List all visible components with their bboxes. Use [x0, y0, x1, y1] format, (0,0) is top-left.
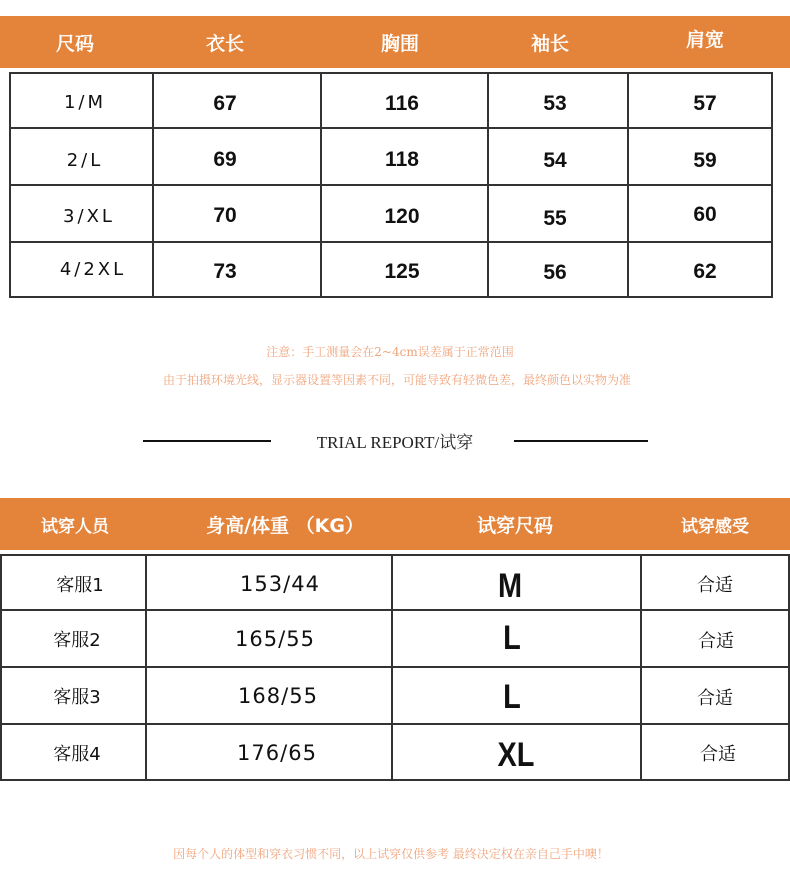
shoulder-cell: 60 [693, 203, 717, 226]
size-cell: 2/L [66, 149, 104, 171]
shoulder-cell: 57 [693, 92, 717, 115]
height-weight-cell: 165/55 [235, 627, 315, 651]
sleeve-cell: 54 [543, 149, 567, 172]
header-shoulder: 肩宽 [685, 28, 724, 51]
size-cell: 1/M [63, 91, 107, 113]
color-note: 由于拍摄环境光线，显示器设置等因素不同，可能导致有轻微色差，最终颜色以实物为准 [162, 373, 631, 387]
divider [640, 554, 642, 781]
sleeve-cell: 55 [543, 207, 567, 230]
header-height-weight: 身高/体重 （KG） [206, 514, 364, 537]
trial-size-cell: XL [497, 735, 535, 774]
trial-size-cell: M [497, 566, 523, 605]
length-cell: 67 [213, 92, 237, 115]
feeling-cell: 合适 [700, 744, 736, 765]
chest-cell: 116 [385, 92, 419, 115]
header-size: 尺码 [55, 32, 94, 55]
length-cell: 73 [213, 260, 237, 283]
header-chest: 胸围 [380, 32, 419, 55]
sleeve-cell: 53 [543, 92, 567, 115]
divider [0, 666, 790, 668]
tester-cell: 客服4 [53, 744, 101, 765]
feeling-cell: 合适 [698, 631, 734, 652]
height-weight-cell: 176/65 [237, 741, 317, 765]
length-cell: 69 [213, 148, 237, 171]
divider [0, 723, 790, 725]
header-length: 衣长 [205, 32, 244, 55]
height-weight-cell: 168/55 [238, 684, 318, 708]
size-table-header [0, 16, 790, 68]
divider [145, 554, 147, 781]
divider [627, 72, 629, 298]
header-tester: 试穿人员 [41, 516, 109, 537]
divider [0, 609, 790, 611]
trial-size-cell: L [503, 618, 521, 657]
title-rule-right [514, 440, 648, 442]
divider [320, 72, 322, 298]
header-trial-size: 试穿尺码 [476, 514, 553, 537]
height-weight-cell: 153/44 [240, 572, 320, 596]
header-sleeve: 袖长 [530, 32, 569, 55]
footer-note: 因每个人的体型和穿衣习惯不同，以上试穿仅供参考 最终决定权在亲自己手中噢！ [173, 847, 609, 861]
feeling-cell: 合适 [697, 688, 733, 709]
length-cell: 70 [213, 204, 237, 227]
tester-cell: 客服1 [56, 575, 104, 596]
trial-table-header [0, 498, 790, 550]
header-feeling: 试穿感受 [681, 516, 749, 537]
divider [9, 127, 773, 129]
shoulder-cell: 59 [693, 149, 717, 172]
divider [9, 184, 773, 186]
shoulder-cell: 62 [693, 260, 717, 283]
size-cell: 4/2XL [59, 258, 127, 280]
measurement-note: 注意：手工测量会在2~4cm误差属于正常范围 [266, 345, 514, 359]
divider [391, 554, 393, 781]
size-cell: 3/XL [63, 205, 115, 227]
feeling-cell: 合适 [697, 575, 733, 596]
trial-size-cell: L [503, 677, 521, 716]
divider [152, 72, 154, 298]
chest-cell: 125 [384, 260, 420, 283]
sleeve-cell: 56 [543, 261, 567, 284]
divider [9, 241, 773, 243]
tester-cell: 客服2 [53, 630, 101, 651]
trial-report-title: TRIAL REPORT/试穿 [316, 433, 474, 452]
chest-cell: 120 [384, 205, 420, 228]
divider [487, 72, 489, 298]
tester-cell: 客服3 [53, 687, 101, 708]
chest-cell: 118 [385, 148, 419, 171]
